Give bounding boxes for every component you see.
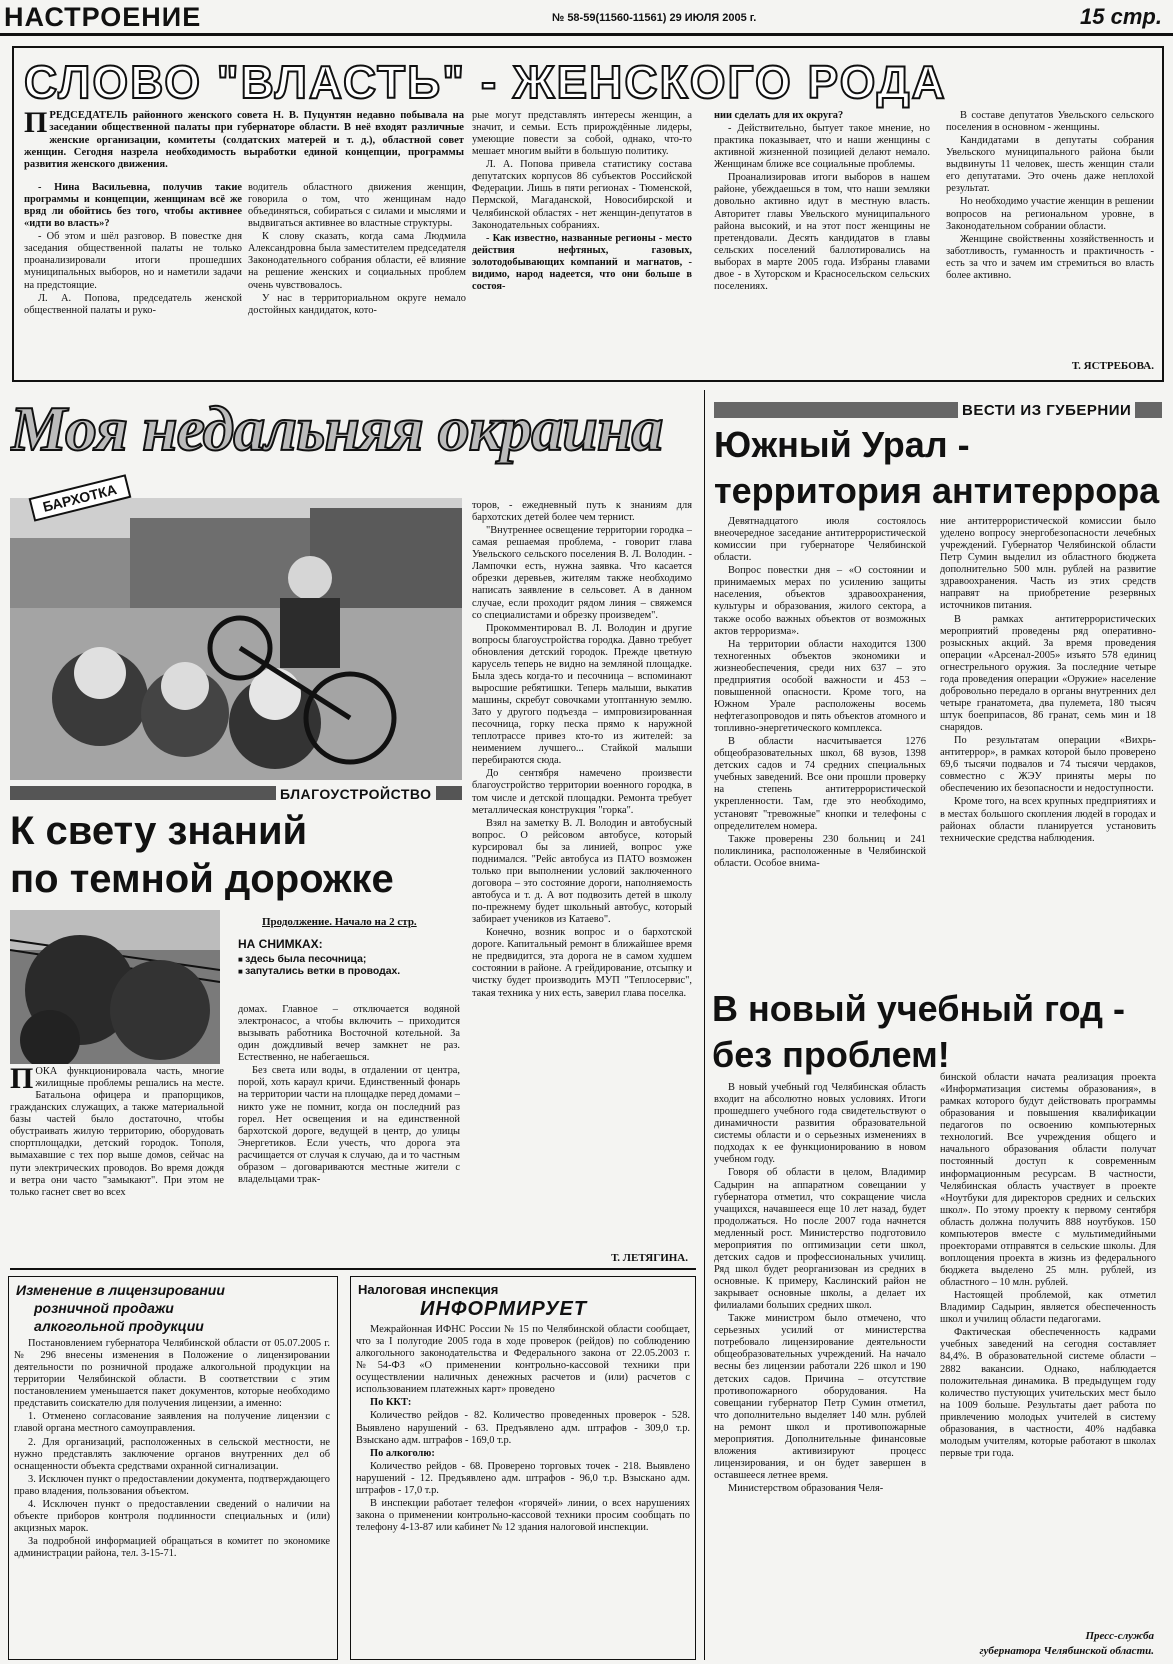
page-number: 15 стр. [1080, 4, 1162, 29]
a5-paragraph: 3. Исключен пункт о предоставлении документа, подтверждающего право владения, пользования объектом. [14, 1473, 330, 1497]
a6-body [356, 1324, 690, 1656]
section-title: НАСТРОЕНИЕ [4, 2, 202, 32]
a2-paragraph: домах. Главное – отключается водяной электронасос, а чтобы включить – приходится вызывать работника Восточной котельной. За один дождливый вечер замкнет не раз. Естественно, не набегаешься. [238, 1004, 460, 1064]
article-women-power-title: СЛОВО "ВЛАСТЬ" - ЖЕНСКОГО РОДА [24, 56, 947, 108]
a1-col4 [714, 110, 930, 378]
a1-paragraph: В составе депутатов Увельского сельского поселения в основном - женщины. [946, 110, 1154, 134]
a5-headline-1: Изменение в лицензировании [16, 1282, 225, 1298]
a4-paragraph: Настоящей проблемой, как отметил Владимир Садырин, является обеспеченность школ и училищ области педагогами. [940, 1290, 1156, 1326]
a3-headline-1: Южный Урал - [714, 424, 970, 465]
a1-question: нии сделать для их округа? [714, 110, 844, 121]
a1-lead-text: РЕДСЕДАТЕЛЬ районного женского совета Н. В. Пуцунтян недавно побывала на заседании общественной палаты при губернаторе области. В неё входят различные женские организации, комитеты (солдатских матерей и т. д.), областной совет женщин. Сегодня назрела необходимость выработки единой концепции, программы развития женского движения. [24, 110, 464, 171]
a3-paragraph: В рамках антитеррористических мероприятий проведены ряд оперативно-розыскных акций. За время проведения операции «Арсенал-2005» изъято 578 единиц огнестрельного оружия. За последние четыре года проведения операции «Оружие» население добровольно передало в органы внутренних дел четыре гранатомета, два пулемета, 180 тысяч штук боеприпасов, 86 гранат, семь мин и 18 снарядов. [940, 613, 1156, 734]
column-rule [704, 390, 705, 1660]
a1-paragraph: Кандидатами в депутаты собрания Увельского муниципального района были выдвинуты 11 человек, шесть женщин стали его депутатами. Это очень даже неплохой результат. [946, 135, 1154, 195]
a6-headline-2: ИНФОРМИРУЕТ [420, 1298, 588, 1320]
a6-paragraph: Межрайонная ИФНС России № 15 по Челябинской области сообщает, что за I полугодие 2005 года в ходе проверок (рейдов) по соблюдению алкогольного законодательства и Федерального закона от 22.05.2003 г. №54-ФЗ «О применении контрольно-кассовой техники при осуществлении наличных денежных расчетов и (или) расчетов с использованием платежных карт» проведено [356, 1324, 690, 1396]
a5-paragraph: 4. Исключен пункт о предоставлении сведений о наличии на объекте приборов контроля подлинности специальных и (или) акцизных марок. [14, 1498, 330, 1534]
a2-col3 [472, 500, 692, 1260]
a4-paragraph: Министерством образования Челя- [728, 1483, 884, 1495]
photo-caption-item: ■ запутались ветки в проводах. [238, 966, 460, 978]
a1-paragraph: - Действительно, бытует такое мнение, но практика показывает, что и наши женщины с активной жизненной позицией делают немало. Женщинам ближе все социальные проблемы. [714, 123, 930, 171]
a4-paragraph: Говоря об области в целом, Владимир Садырин на аппаратном совещании у губернатора отметил, что сокращение числа учащихся, начавшееся еще 10 лет назад, будет продолжаться. Но после 2007 года начнется медленный рост. Министерство подготовило мероприятия по оптимизации сети школ, детских садов и профессиональных училищ. Ряд школ будет реорганизован из средних в основные. К примеру, Каслинский район не закрывает основные школы, а делает их филиалами больших средних школ. [714, 1167, 926, 1312]
a1-paragraph: Женщине свойственны хозяйственность и заботливость, гуманность и практичность - есть за что и зачем им стремиться во власть более активно. [946, 233, 1154, 281]
a1-col5 [946, 110, 1154, 358]
a6-subhead: По алкоголю: [370, 1447, 435, 1459]
issue-line: № 58-59(11560-11561) 29 ИЮЛЯ 2005 г. [552, 12, 757, 24]
a4-paragraph: Также министром было отмечено, что серьезных усилий от министерства потребовало лицензирование деятельности общеобразовательных учреждений. На начало весны без лицензии работали 226 школ и 190 детских садов. Причина – отсутствие противопожарного оборудования. На совещании губернатор Петр Сумин отметил, что дополнительно выделяет 140 млн. рублей на ремонт школ и противопожарные мероприятия. Дополнительные финансовые вложения активизируют процесс лицензирования, и он будет завершен в оставшееся летнее время. [714, 1313, 926, 1481]
a3-paragraph: На территории области находится 1300 техногенных объектов экономики и жизнеобеспечения, среди них 637 – это предприятия особой важности и 453 – повышенной опасности. Кроме того, на Южном Урале расположены восемь нефтегазопроводов и пять объектов атомного и топливно-энергетического комплекса. [714, 638, 926, 735]
a3-paragraph: В области насчитывается 1276 общеобразовательных школ, 68 вузов, 1398 детских садов и 74 средних специальных учебных заведений. Все они прошли проверку на степень антитеррористической укрепленности. Там, где это необходимо, установят "тревожные" кнопки и телефоны с определителем номера. [714, 736, 926, 832]
a2-headline-1: К свету знаний [10, 809, 308, 853]
a1-paragraph: рые могут представлять интересы женщин, а значит, и семьи. Есть прирождённые лидеры, умеющие повести за собой, однако, что-то мешает многим выйти в большую политику. [472, 110, 692, 158]
location-badge: БАРХОТКА [29, 474, 131, 522]
children-bicycle-photo [10, 498, 462, 780]
photo-caption-item: ■ здесь была песочница; [238, 954, 460, 966]
a5-paragraph: 2. Для организаций, расположенных в сельской местности, не нужно представлять заключение органов внутренних дел об оснащенности объекта средствами охранной сигнализации. [14, 1436, 330, 1472]
a3-paragraph: Девятнадцатого июля состоялось внеочередное заседание антитеррористической комиссии при губернаторе Челябинской области. [714, 516, 926, 564]
a3-paragraph: Вопрос повестки дня – «О состоянии и принимаемых мерах по усилению защиты населения, объектов здравоохранения, культуры и образования, жилого сектора, а также особо важных объектов от возможных актов терроризма». [714, 565, 926, 637]
a2-signature: Т. ЛЕТЯГИНА. [611, 1252, 688, 1264]
a4-headline-1: В новый учебный год - [712, 988, 1125, 1029]
a2-rubric: БЛАГОУСТРОЙСТВО [276, 786, 436, 802]
a6-paragraph: Количество рейдов - 68. Проверено торговых точек - 218. Выявлено нарушений - 12. Предъявлено адм. штрафов - 96,0 т.р. Взыскано адм. штрафов - 17,0 т.р. [356, 1460, 690, 1496]
photo-captions-label: НА СНИМКАХ: [238, 937, 323, 951]
a1-paragraph: У нас в территориальном округе немало достойных кандидаток, кото- [248, 292, 466, 316]
a3-headline-2: территория антитеррора [714, 470, 1160, 511]
a6-paragraph: В инспекции работает телефон «горячей» линии, о всех нарушениях закона о применении контрольно-кассовой техники просим сообщать по телефону 4-13-87 или кабинет № 12 здания налоговой инспекции. [356, 1497, 690, 1533]
masthead-rule [0, 33, 1173, 36]
a4-signature-2: губернатора Челябинской области. [979, 1645, 1154, 1657]
a2-paragraph: Конечно, возник вопрос и о бархотской дороге. Капитальный ремонт в ближайшее время не предвидится, эта дорога не в самом худшем состоянии в районе. А грейдирование, отсыпку и чистку будет производить МУП "Теплосервис", такая техника у них есть, заверил глава поселка. [472, 927, 692, 999]
a5-paragraph: 1. Отменено согласование заявления на получение лицензии с главой органа местного самоуправления. [14, 1411, 330, 1435]
a1-paragraph: Проанализировав итоги выборов в нашем районе, убеждаешься в том, что наши земляки довольно активно идут в местную власть. Авторитет главы Увельского муниципального района высокий, и на этот пост женщины не претендовали. Десять кандидатов в главы сельских поселений баллотировались на выборах в марте 2005 года. Избраны главами двое - в Хуторском и Красносельском сельских поселениях. [714, 172, 930, 292]
a4-paragraph: бинской области начата реализация проекта «Информатизация системы образования», в рамках которого будут действовать программы образования и повышения квалификации педагогов по освоению компьютерных технологий. Все учреждения общего и начального образования области получат постоянный доступ к современным информационным ресурсам. В частности, Челябинская область участвует в проекте «Ноутбуки для директоров средних и сельских школ». По этому проекту к первому сентября область должна получить 888 ноутбуков. 150 компьютеров вместе с мультимедийными проекторами отправятся в сельские школы. Для воплощения проекта в жизнь из федерального бюджета выделено 25 млн. рублей, из областного – 10 млн. рублей. [940, 1072, 1156, 1289]
a4-paragraph: Фактическая обеспеченность кадрами учебных заведений на сегодня составляет 84,4%. В образовательной системе области – 2882 вакансии. Однако, наблюдается положительная динамика. В предыдущем году количество пустующих учительских мест было на 1009 больше. Результаты дает работа по привлечению молодых учителей в систему образования, в частности, 40% надбавка молодым учителям, которые работают в школах первые три года. [940, 1327, 1156, 1459]
a2-paragraph: Прокомментировал В. Л. Володин и другие вопросы благоустройства городка. Давно требует обновления детский городок. Прежде цветную карусель теперь не видно на земляной площадке. Была здесь когда-то и песочница – вспоминают выросшие ребятишки. Теперь малыши, выкатив машины, скребут совочками утоптанную землю. Зато у другого подъезда – импровизированная песочница, горку песка прямо к наружной теплотрассе привез кто-то из жителей: за неимением лучшего... Стайкой малыши перебираются сюда. [472, 622, 692, 767]
a5-headline-2: розничной продажи [34, 1300, 174, 1316]
a4-col2 [940, 1072, 1156, 1630]
a1-col2 [248, 182, 466, 378]
a2-col1 [10, 1066, 224, 1266]
a4-signature-1: Пресс-служба [1085, 1630, 1154, 1642]
a3-col1 [714, 516, 926, 976]
a2-paragraph: торов, - ежедневный путь к знаниям для бархотских детей более чем тернист. [472, 500, 692, 524]
divider [10, 1268, 696, 1270]
a1-paragraph: - Об этом и шёл разговор. В повестке дня заседания общественной палаты не только проанализировали итоги прошедших муниципальных выборов, но и наметили задачи на предстоящие. [24, 231, 242, 291]
a1-signature: Т. ЯСТРЕБОВА. [1071, 360, 1154, 372]
a5-paragraph: За подробной информацией обращаться в комитет по экономике администрации района, тел. 3-15-71. [14, 1536, 330, 1560]
a6-paragraph: Количество рейдов - 82. Количество проведенных проверок - 528. Выявлено нарушений - 63. Предъявлено адм. штрафов - 309,0 т.р. Взыскано адм. штрафов - 169,0 т.р. [356, 1410, 690, 1446]
a3-paragraph: Также проверены 230 больниц и 241 поликлиника, расположенные в Челябинской области. Особое внима- [714, 833, 926, 869]
a6-headline-1: Налоговая инспекция [358, 1282, 499, 1297]
a1-paragraph: Но необходимо участие женщин в решении вопросов на региональном уровне, в Законодательном собрании области. [946, 196, 1154, 232]
a1-question: - Нина Васильевна, получив такие программы и концепции, женщинам всё же вряд ли обойтись без того, чтобы активнее «идти во власть»? [24, 182, 242, 230]
a1-paragraph: водитель областного движения женщин, говорила о том, что женщинам надо объединяться, собираться с силами и мыслями и выдвигаться активнее во властные структуры. [248, 182, 466, 230]
a1-dropcap: П [24, 110, 48, 139]
a3-paragraph: По результатам операции «Вихрь-антитеррор», в рамках которой было проверено 69,6 тысячи подвалов и 74 тысячи чердаков, совместно с ЖЭУ приняты меры по обеспечению их безопасности и недоступности. [940, 735, 1156, 795]
a1-paragraph: Л. А. Попова, председатель женской общественной палаты и руко- [24, 292, 242, 316]
a4-paragraph: В новый учебный год Челябинская область входит на абсолютно новых условиях. Итоги прошедшего учебного года свидетельствуют о динамичности развития образовательной системы области и о серьезных изменениях в подходах к ее функционированию в новом учебном году. [714, 1082, 926, 1166]
a4-headline-2: без проблем! [712, 1034, 950, 1075]
a2-paragraph: Взял на заметку В. Л. Володин и автобусный вопрос. О рейсовом автобусе, который курсировал бы за линией, вопрос уже поднимался. "Рейс автобуса из ПАТО возможен только при выполнении условий заключенного договора – это состояние дороги, наполняемость автобуса и т. д. А вот подвозить детей в школу по-прежнему будет школьный автобус, который забирает учеников из Катаево". [472, 817, 692, 926]
a5-body [14, 1338, 330, 1656]
a3-paragraph: Кроме того, на всех крупных предприятиях и в местах большого скопления людей в городах и районах области планируется установить технические средства наблюдения. [940, 796, 1156, 844]
a6-subhead: По ККТ: [370, 1397, 412, 1409]
a3-paragraph: ние антитеррористической комиссии было уделено вопросу энергобезопасности лечебных учреждений. Губернатор Челябинской области Петр Сумин выделил из областного бюджета дополнительно 500 млн. рублей на развитие здравоохранения. Часть из этих средств направят на приобретение резервных источников питания. [940, 516, 1156, 612]
a1-paragraph: Л. А. Попова привела статистику состава депутатских корпусов 86 субъектов Российской Федерации. Лишь в пяти регионах - Тюменской, Пермской, Магаданской, Новосибирской и Челябинской областях - нет женщин-депутатов в Законодательных собраниях. [472, 159, 692, 231]
a2-headline-2: по темной дорожке [10, 857, 394, 901]
a2-paragraph: Без света или воды, в отдалении от центра, порой, хоть караул кричи. Единственный фонарь на территории части на площадке перед домами – никто уже не помнит, когда он последний раз горел. Нет освещения и на единственной бархотской дороге, ведущей в центр, до улицы Энергетиков. Если учесть, что дорога эта расчищается от случая к случаю, да и то частным образом – договариваются местные жители с владельцами трак- [238, 1065, 460, 1185]
tree-wires-photo [10, 910, 220, 1064]
photo-captions [238, 938, 460, 978]
a1-paragraph: К слову сказать, когда сама Людмила Александровна была заместителем председателя Законодательного собрания области, её влияние на решение женских и социальных проблем очень чувствовалось. [248, 231, 466, 291]
a2-paragraph: До сентября намечено произвести благоустройство территории военного городка, в том числе и детской площадки. Ремонта требует металлическая конструкция "горка". [472, 768, 692, 816]
a1-col3 [472, 110, 692, 378]
a5-headline-3: алкогольной продукции [34, 1318, 204, 1334]
a1-lead [24, 110, 464, 180]
a3-col2 [940, 516, 1156, 986]
a2-paragraph: ОКА функционировала часть, многие жилищные проблемы решались на месте. Батальона офицера и прапорщиков, гражданских служащих, а также материальной базы частей было достаточно, чтобы обустраивать жилую территорию, оборудовать спортплощадки, детский городок. Тополя, вымахавшие с тех пор выше домов, сейчас на пути электрических проводов. Во время дождя и ветра они часто "замыкают". При этом не только гаснет свет во всех [10, 1066, 224, 1198]
a2-col2 [238, 1004, 460, 1266]
a2-continued: Продолжение. Начало на 2 стр. [262, 916, 417, 928]
a1-col1 [24, 182, 242, 378]
a2-paragraph: "Внутреннее освещение территории городка – самая решаемая проблема, - говорит глава Увельского сельского поселения В. Л. Володин. - Лампочки есть, нужна заявка. Что касается обрезки деревьев, жителям также необходимо написать заявление в сельсовет. А в данном случае, если проходит рядом линия – свяжемся со специалистами и обрезку произведем". [472, 525, 692, 621]
a2-dropcap: П [10, 1066, 34, 1095]
a5-paragraph: Постановлением губернатора Челябинской области от 05.07.2005 г. № 296 внесены изменения в Положение о лицензировании деятельности по розничной продаже алкогольной продукции на территории Челябинской области. В соответствии с этим постановлением уменьшается пакет документов, которые необходимо представить соискателю для получения лицензии, а именно: [14, 1338, 330, 1410]
a1-question: - Как известно, названные регионы - место действия нефтяных, газовых, золотодобывающих компаний и магнатов, - видимо, народ надеется, что они больше в состоя- [472, 232, 692, 292]
a3-rubric: ВЕСТИ ИЗ ГУБЕРНИИ [958, 402, 1135, 419]
a2-banner-title: Моя недальняя окраина [10, 393, 663, 464]
a4-col1 [714, 1082, 926, 1660]
